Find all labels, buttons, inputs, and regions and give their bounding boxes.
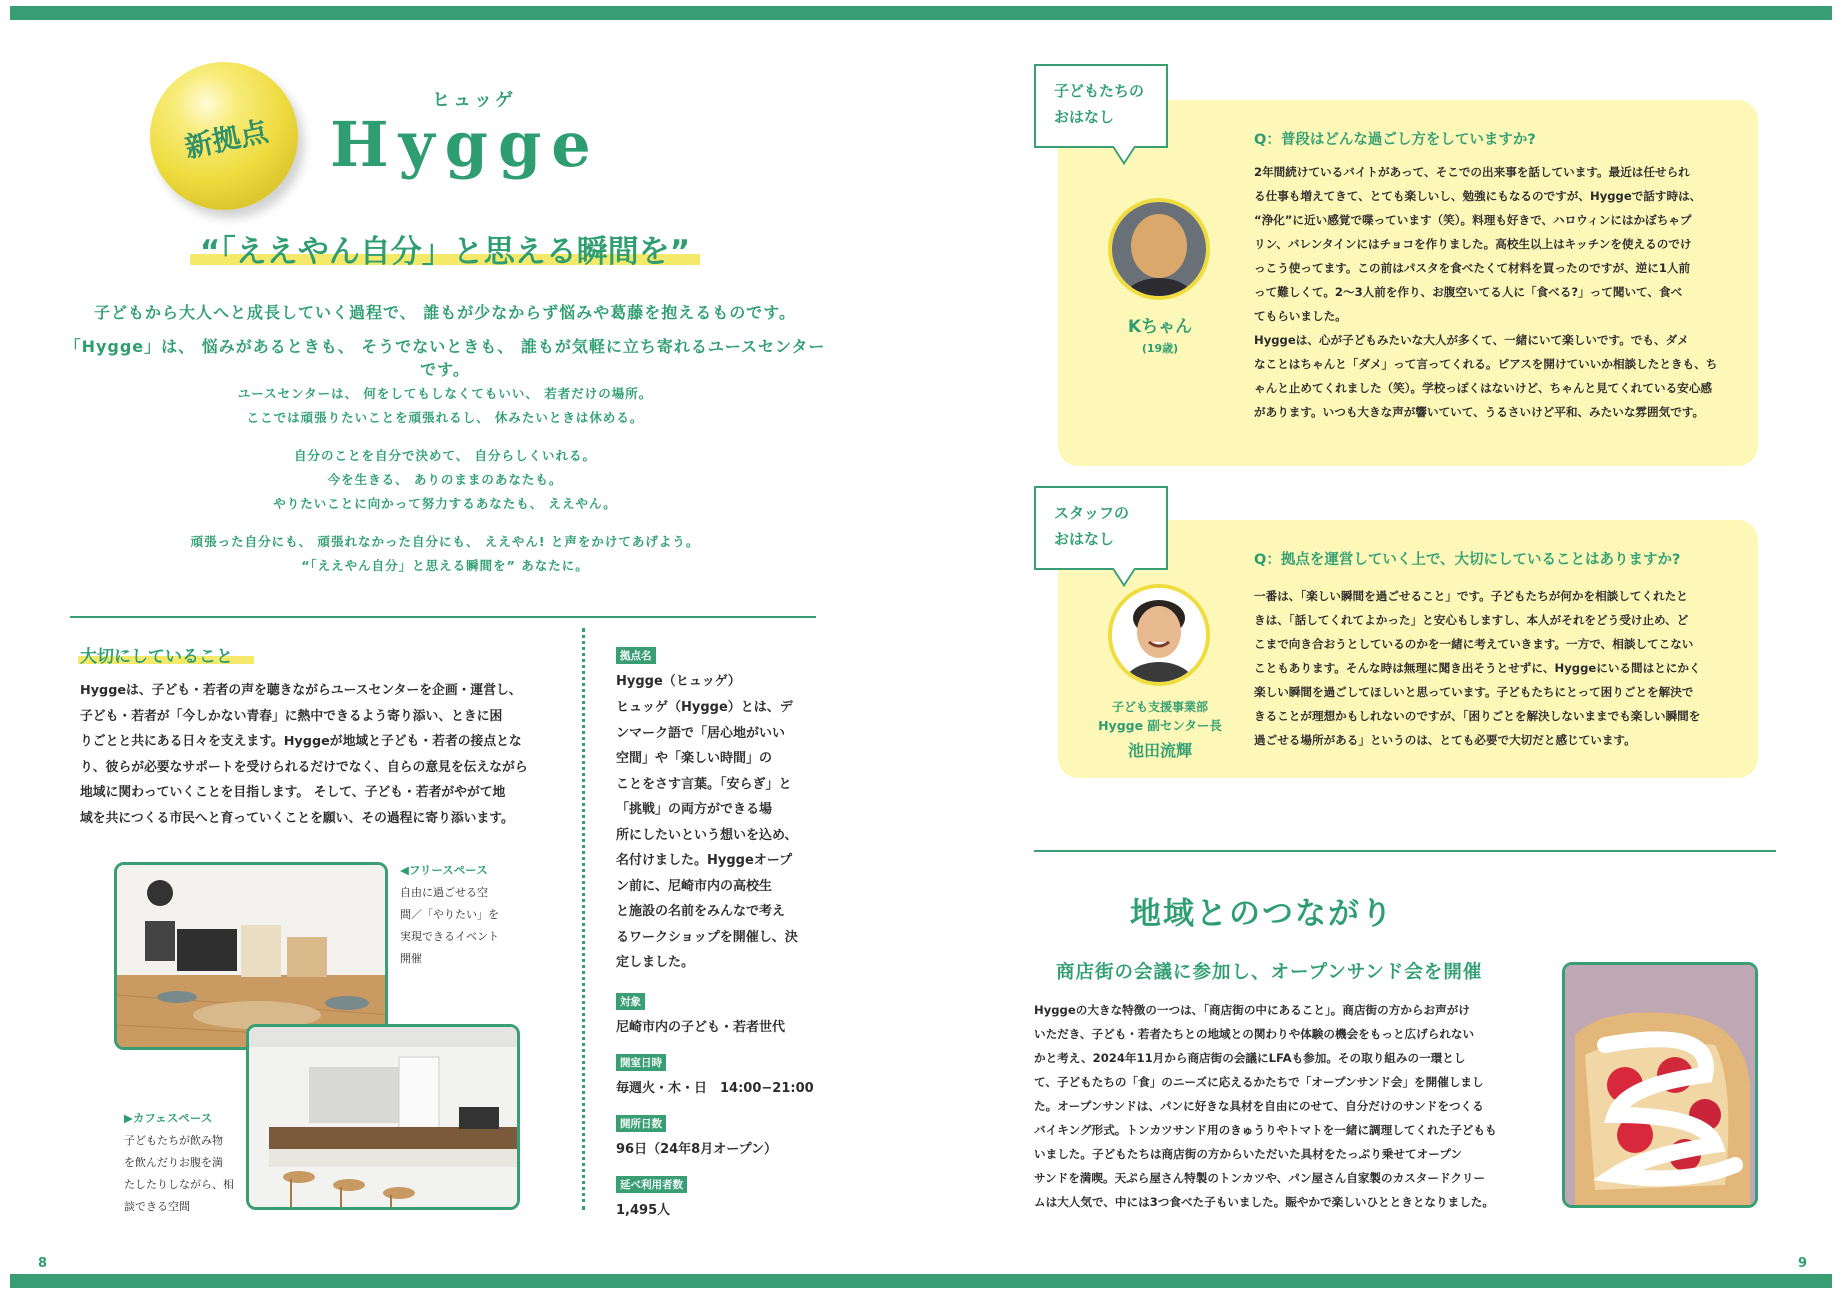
kchan-name: Kちゃん bbox=[1127, 317, 1193, 337]
kchan-age: (19歳) bbox=[1141, 342, 1179, 355]
answer-line: があります。いつも大きな声が響いていて、うるさいけど平和、みたいな雰囲気です。 bbox=[1254, 405, 1705, 419]
staff-answer bbox=[1254, 584, 1724, 752]
users-tag: 延べ利用者数 bbox=[616, 1176, 687, 1193]
logo-ruby: ヒュッゲ bbox=[432, 90, 516, 111]
intro-line: 子どもから大人へと成長していく過程で、 誰もが少なからず悩みや葛藤を抱えるものです。 bbox=[94, 303, 796, 322]
kchan-avatar bbox=[1108, 198, 1210, 300]
base-name-tag: 拠点名 bbox=[616, 647, 656, 664]
bubble-line: おはなし bbox=[1054, 108, 1115, 126]
divider bbox=[70, 616, 816, 618]
bubble-line: スタッフの bbox=[1054, 504, 1130, 522]
poem-line: 頑張った自分にも、 頑張れなかった自分にも、 ええやん! と声をかけてあげよう。 bbox=[190, 534, 700, 549]
body-line: 地域に関わっていくことを目指します。 そして、子ども・若者がやがて地 bbox=[80, 785, 506, 800]
caption-line: 自由に過ごせる空 bbox=[400, 886, 488, 899]
region-line: バイキング形式。トンカツサンド用のきゅうりやトマトを一緒に調理してくれた子どもも bbox=[1034, 1123, 1497, 1137]
kids-question: Q：普段はどんな過ごし方をしていますか? bbox=[1254, 132, 1536, 148]
staff-avatar bbox=[1108, 584, 1210, 686]
free-space-caption bbox=[400, 862, 530, 970]
body-line: Hyggeは、子ども・若者の声を聴きながらユースセンターを企画・運営し、 bbox=[80, 683, 522, 698]
desc-line: ンマーク語で「居心地がいい bbox=[616, 725, 786, 741]
base-name: Hygge（ヒュッゲ） bbox=[616, 674, 741, 689]
body-line: 子ども・若者が「今しかない青春」に熱中できるよう寄り添い、ときに困 bbox=[80, 708, 503, 724]
desc-line: るワークショップを開催し、決 bbox=[616, 929, 798, 945]
intro-line: 「Hygge」は、 悩みがあるときも、 そうでないときも、 誰もが気軽に立ち寄れるユースセンターです。 bbox=[64, 337, 826, 379]
page-number-left: 8 bbox=[38, 1256, 48, 1271]
answer-line: こともあります。そんな時は無理に聞き出そうとせずに、Hyggeにいる間はとにかく bbox=[1254, 661, 1701, 675]
region-line: いただき、子ども・若者たちとの地域との関わりや体験の機会をもっと広げられない bbox=[1034, 1027, 1475, 1041]
desc-line: 空間」や「楽しい時間」の bbox=[616, 751, 773, 766]
desc-line: 定しました。 bbox=[616, 955, 695, 970]
bubble-line: 子どもたちの bbox=[1054, 82, 1145, 100]
bottom-bar bbox=[10, 1274, 1832, 1288]
answer-line: Hyggeは、心が子どもみたいな大人が多くて、一緒にいて楽しいです。でも、ダメ bbox=[1254, 333, 1689, 347]
staff-dept: 子ども支援事業部 bbox=[1111, 700, 1208, 714]
answer-line: 一番は、「楽しい瞬間を過ごせること」です。子どもたちが何かを相談してくれたと bbox=[1254, 589, 1688, 603]
poem-line: 自分のことを自分で決めて、 自分らしくいれる。 bbox=[293, 448, 597, 463]
poem-block bbox=[60, 444, 830, 516]
region-title: 地域とのつながり bbox=[1130, 896, 1394, 932]
poem-line: 今を生きる、 ありのままのあなたも。 bbox=[327, 472, 563, 487]
body-line: りごとと共にある日々を支えます。Hyggeが地域と子ども・若者の接点とな bbox=[80, 734, 522, 749]
users-value: 1,495人 bbox=[616, 1202, 671, 1218]
info-column bbox=[616, 644, 816, 1218]
target-tag: 対象 bbox=[616, 993, 645, 1010]
region-line: いました。子どもたちは商店街の方からいただいた具材をたっぷり乗せてオープン bbox=[1034, 1147, 1462, 1161]
poem-line: やりたいことに向かって努力するあなたも、 ええやん。 bbox=[273, 496, 617, 511]
top-bar bbox=[10, 6, 1832, 20]
hygge-logo: Hygge bbox=[330, 108, 601, 181]
cafe-space-caption-body bbox=[124, 1130, 244, 1218]
badge-text: 新拠点 bbox=[181, 114, 271, 165]
open-hours-value: 毎週火・木・日 14:00−21:00 bbox=[616, 1080, 814, 1096]
divider bbox=[1034, 850, 1776, 852]
open-sandwich-photo bbox=[1562, 962, 1758, 1208]
caption-line: 実現できるイベント bbox=[400, 930, 499, 943]
base-description bbox=[616, 695, 816, 976]
caption-line: 子どもたちが飲み物 bbox=[124, 1134, 223, 1147]
region-line: Hyggeの大きな特徴の一つは、「商店街の中にあること」。商店街の方からお声がけ bbox=[1034, 1003, 1470, 1017]
important-title: 大切にしていること bbox=[80, 647, 233, 667]
region-line: た。オープンサンドは、パンに好きな具材を自由にのせて、自分だけのサンドをつくる bbox=[1034, 1099, 1484, 1113]
cafe-space-photo bbox=[246, 1024, 520, 1210]
staff-role: Hygge 副センター長 bbox=[1098, 718, 1222, 733]
answer-line: 楽しい瞬間を過ごしてほしいと思っています。子どもたちにとって困りごとを解決で bbox=[1254, 685, 1694, 699]
kids-answer bbox=[1254, 160, 1724, 424]
region-line: サンドを満喫。天ぷら屋さん特製のトンカツや、パン屋さん自家製のカスタードクリー bbox=[1034, 1171, 1486, 1185]
region-line: かと考え、2024年11月から商店街の会議にLFAも参加。その取り組みの一環とし bbox=[1034, 1051, 1466, 1065]
open-hours-tag: 開室日時 bbox=[616, 1054, 666, 1071]
answer-line: なことはちゃんと「ダメ」って言ってくれる。ピアスを開けていいか相談したときも、ち bbox=[1254, 357, 1718, 371]
caption-line: 間／「やりたい」を bbox=[400, 908, 499, 921]
poem-block bbox=[60, 530, 830, 578]
answer-line: きは、「話してくれてよかった」と安心もしますし、本人がそれをどう受け止め、ど bbox=[1254, 613, 1689, 627]
region-body bbox=[1034, 998, 1522, 1214]
cafe-space-caption-title: ▶カフェスペース bbox=[124, 1111, 213, 1125]
caption-line: 開催 bbox=[400, 952, 422, 965]
poem-line: ここでは頑張りたいことを頑張れるし、 休みたいときは休める。 bbox=[246, 410, 644, 425]
poem-line: ユースセンターは、 何をしてもしなくてもいい、 若者だけの場所。 bbox=[237, 386, 653, 401]
staff-talk-bubble bbox=[1034, 486, 1168, 570]
staff-question: Q：拠点を運営していく上で、大切にしていることはありますか? bbox=[1254, 552, 1681, 568]
desc-line: ことをさす言葉。「安らぎ」と bbox=[616, 776, 792, 792]
region-line: て、子どもたちの「食」のニーズに応えるかたちで「オープンサンド会」を開催しまし bbox=[1034, 1075, 1484, 1089]
bubble-line: おはなし bbox=[1054, 530, 1115, 548]
region-line: ムは大人気で、中には3つ食べた子もいました。賑やかで楽しいひとときとなりました。 bbox=[1034, 1195, 1494, 1209]
region-subtitle: 商店街の会議に参加し、オープンサンド会を開催 bbox=[1056, 962, 1483, 983]
desc-line: 所にしたいという想いを込め、 bbox=[616, 827, 798, 843]
desc-line: 名付けました。Hyggeオープ bbox=[616, 853, 793, 868]
caption-line: たしたりしながら、相 bbox=[124, 1178, 234, 1191]
body-line: り、彼らが必要なサポートを受けられるだけでなく、自らの意見を伝えながら bbox=[80, 759, 528, 775]
answer-line: 2年間続けているバイトがあって、そこでの出来事を話しています。最近は任せられ bbox=[1254, 165, 1690, 179]
body-line: 域を共につくる市民へと育っていくことを願い、その過程に寄り添います。 bbox=[80, 810, 514, 826]
caption-line: 談できる空間 bbox=[124, 1200, 190, 1213]
poem-line: “「ええやん自分」と思える瞬間を” あなたに。 bbox=[301, 558, 589, 573]
column-divider bbox=[582, 628, 585, 1210]
answer-line: 過ごせる場所がある」というのは、とても必要で大切だと感じています。 bbox=[1254, 733, 1636, 747]
open-days-value: 96日（24年8月オープン） bbox=[616, 1141, 778, 1157]
caption-line: を飲んだりお腹を満 bbox=[124, 1156, 223, 1169]
answer-line: っこう使ってます。この前はパスタを食べたくて材料を買ったのですが、逆に1人前 bbox=[1254, 261, 1691, 275]
answer-line: “浄化”に近い感覚で喋っています（笑）。料理も好きで、ハロウィンにはかぼちゃプ bbox=[1254, 213, 1692, 227]
desc-line: 「挑戦」の両方ができる場 bbox=[616, 802, 773, 817]
answer-line: きることが理想かもしれないのですが、「困りごとを解決しないままでも楽しい瞬間を bbox=[1254, 709, 1701, 723]
answer-line: ゃんと止めてくれました（笑）。学校っぽくはないけど、ちゃんと見てくれている安心感 bbox=[1254, 381, 1712, 395]
page-number-right: 9 bbox=[1798, 1256, 1808, 1271]
desc-line: と施設の名前をみんなで考え bbox=[616, 904, 786, 919]
open-days-tag: 開所日数 bbox=[616, 1115, 666, 1132]
important-body bbox=[80, 678, 560, 831]
kids-talk-bubble bbox=[1034, 64, 1168, 148]
free-space-caption-body bbox=[400, 882, 530, 970]
answer-line: る仕事も増えてきて、とても楽しいし、勉強にもなるのですが、Hyggeで話す時は、 bbox=[1254, 189, 1702, 203]
tagline: “「ええやん自分」と思える瞬間を” bbox=[199, 234, 691, 270]
answer-line: てもらいました。 bbox=[1254, 309, 1347, 323]
answer-line: って難しくて。2〜3人前を作り、お腹空いてる人に「食べる?」って聞いて、食べ bbox=[1254, 285, 1683, 299]
desc-line: ン前に、尼崎市内の高校生 bbox=[616, 878, 773, 894]
answer-line: リン、バレンタインにはチョコを作りました。高校生以上はキッチンを使えるのでけ bbox=[1254, 237, 1692, 251]
staff-name: 池田流輝 bbox=[1127, 741, 1192, 760]
free-space-caption-title: ◀フリースペース bbox=[400, 863, 488, 877]
cafe-space-caption bbox=[124, 1110, 244, 1218]
target-value: 尼崎市内の子ども・若者世代 bbox=[616, 1019, 786, 1035]
free-space-photo bbox=[114, 862, 388, 1050]
desc-line: ヒュッゲ（Hygge）とは、デ bbox=[616, 700, 793, 715]
poem-block bbox=[60, 382, 830, 430]
answer-line: こまで向き合おうとしているのかを一緒に考えていきます。一方で、相談してこない bbox=[1254, 637, 1694, 651]
